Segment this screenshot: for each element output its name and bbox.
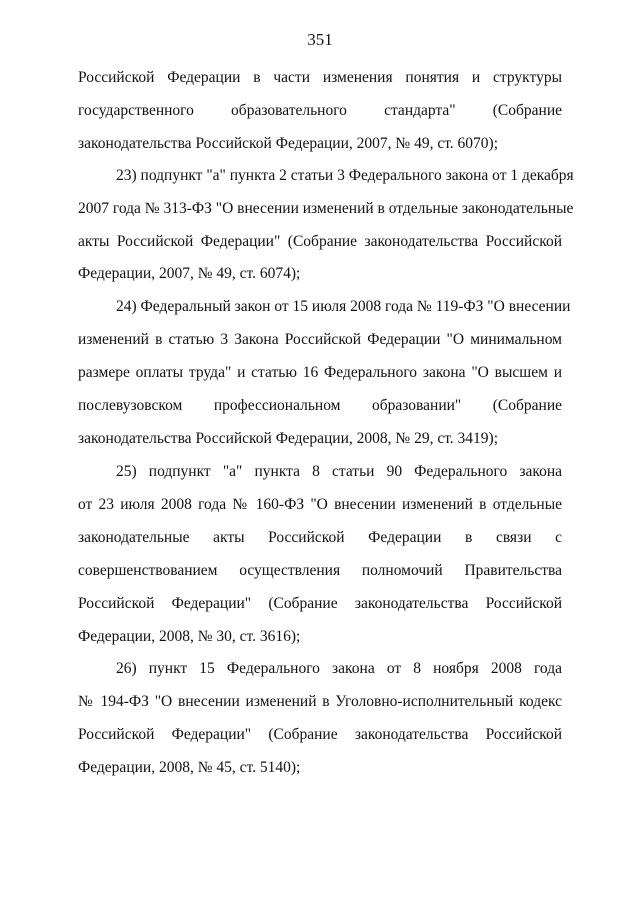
- text-line: законодательства Российской Федерации, 2008, № 29, ст. 3419);: [78, 430, 499, 447]
- text-line: Федерации, 2008, № 30, ст. 3616);: [78, 628, 301, 645]
- text-line: от 23 июля 2008 года № 160-ФЗ "О внесении изменений в отдельные: [78, 496, 562, 513]
- text-line: 2007 года № 313-ФЗ "О внесении изменений в отдельные законодательные: [78, 200, 574, 217]
- text-line: 24) Федеральный закон от 15 июля 2008 года № 119-ФЗ "О внесении: [116, 298, 571, 315]
- text-line: Федерации, 2008, № 45, ст. 5140);: [78, 759, 301, 776]
- text-line: послевузовском профессиональном образовании" (Собрание: [78, 397, 562, 414]
- page-number: 351: [307, 30, 333, 49]
- text-line: изменений в статью 3 Закона Российской Федерации "О минимальном: [78, 331, 562, 348]
- text-line: 25) подпункт "а" пункта 8 статьи 90 Федерального закона: [116, 463, 562, 480]
- text-line: государственного образовательного стандарта" (Собрание: [78, 102, 562, 119]
- text-line: 23) подпункт "а" пункта 2 статьи 3 Федерального закона от 1 декабря: [116, 167, 574, 184]
- text-line: законодательства Российской Федерации, 2007, № 49, ст. 6070);: [78, 135, 499, 152]
- text-line: 26) пункт 15 Федерального закона от 8 ноября 2008 года: [116, 660, 562, 677]
- text-line: Федерации, 2007, № 49, ст. 6074);: [78, 265, 301, 282]
- text-line: акты Российской Федерации" (Собрание законодательства Российской: [78, 233, 562, 250]
- text-line: законодательные акты Российской Федерации в связи с: [78, 529, 562, 546]
- text-line: № 194-ФЗ "О внесении изменений в Уголовно-исполнительный кодекс: [78, 693, 562, 710]
- text-line: размере оплаты труда" и статью 16 Федерального закона "О высшем и: [78, 364, 562, 381]
- text-line: Российской Федерации" (Собрание законодательства Российской: [78, 726, 562, 743]
- text-line: совершенствованием осуществления полномочий Правительства: [78, 562, 562, 579]
- text-line: Российской Федерации в части изменения понятия и структуры: [78, 69, 562, 86]
- text-line: Российской Федерации" (Собрание законодательства Российской: [78, 595, 562, 612]
